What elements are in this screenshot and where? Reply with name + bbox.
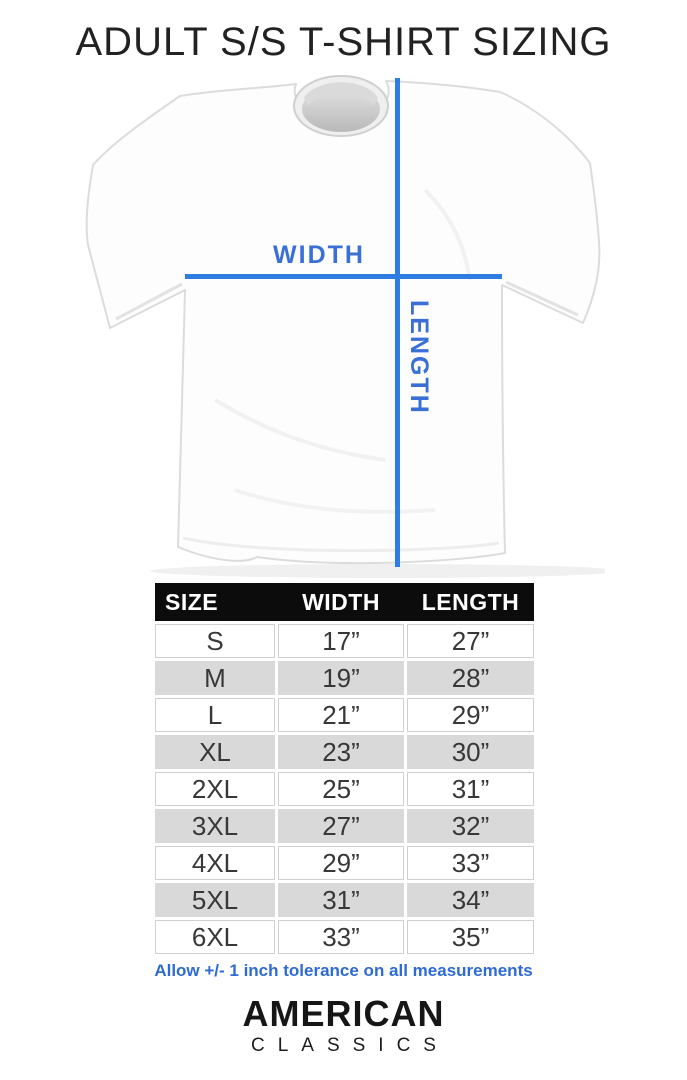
length-measure-line (395, 78, 400, 567)
width-line-label: WIDTH (273, 241, 365, 269)
tolerance-note: Allow +/- 1 inch tolerance on all measurements (154, 961, 533, 980)
table-row (155, 695, 534, 732)
table-cell: 25” (275, 769, 404, 806)
width-measure-line (185, 274, 502, 279)
table-cell: 2XL (155, 769, 275, 806)
table-cell: 27” (404, 621, 534, 658)
table-cell: 17” (275, 621, 404, 658)
table-row (155, 880, 534, 917)
length-line-label: LENGTH (405, 300, 433, 415)
brand-wordmark (0, 993, 687, 1057)
brand-subname: CLASSICS (251, 1035, 449, 1056)
table-row (155, 732, 534, 769)
table-cell: XL (155, 732, 275, 769)
table-cell: 27” (275, 806, 404, 843)
size-chart-body (155, 621, 534, 954)
header-row (155, 583, 534, 621)
size-chart-header (155, 583, 534, 621)
table-cell: 34” (404, 880, 534, 917)
table-cell: 19” (275, 658, 404, 695)
table-cell: 29” (404, 695, 534, 732)
col-header-width: WIDTH (275, 583, 404, 621)
table-row (155, 658, 534, 695)
table-cell: L (155, 695, 275, 732)
table-cell: 21” (275, 695, 404, 732)
table-cell: S (155, 621, 275, 658)
table-row (155, 806, 534, 843)
size-chart-table (155, 583, 534, 954)
table-cell: 28” (404, 658, 534, 695)
col-header-size: SIZE (155, 583, 275, 621)
brand-name: AMERICAN (242, 993, 445, 1034)
table-cell: 23” (275, 732, 404, 769)
table-cell: M (155, 658, 275, 695)
table-cell: 30” (404, 732, 534, 769)
table-row (155, 843, 534, 880)
table-cell: 6XL (155, 917, 275, 954)
table-cell: 35” (404, 917, 534, 954)
tshirt-illustration (85, 70, 605, 580)
table-row (155, 621, 534, 658)
col-header-length: LENGTH (404, 583, 534, 621)
table-cell: 5XL (155, 880, 275, 917)
tshirt-figure (85, 70, 605, 580)
table-cell: 33” (404, 843, 534, 880)
table-cell: 31” (404, 769, 534, 806)
table-cell: 3XL (155, 806, 275, 843)
table-row (155, 917, 534, 954)
shirt-shadow (150, 564, 605, 578)
table-cell: 29” (275, 843, 404, 880)
shirt-body (87, 81, 600, 563)
table-cell: 32” (404, 806, 534, 843)
table-cell: 31” (275, 880, 404, 917)
page-title: ADULT S/S T-SHIRT SIZING (75, 20, 612, 64)
table-cell: 33” (275, 917, 404, 954)
table-cell: 4XL (155, 843, 275, 880)
table-row (155, 769, 534, 806)
